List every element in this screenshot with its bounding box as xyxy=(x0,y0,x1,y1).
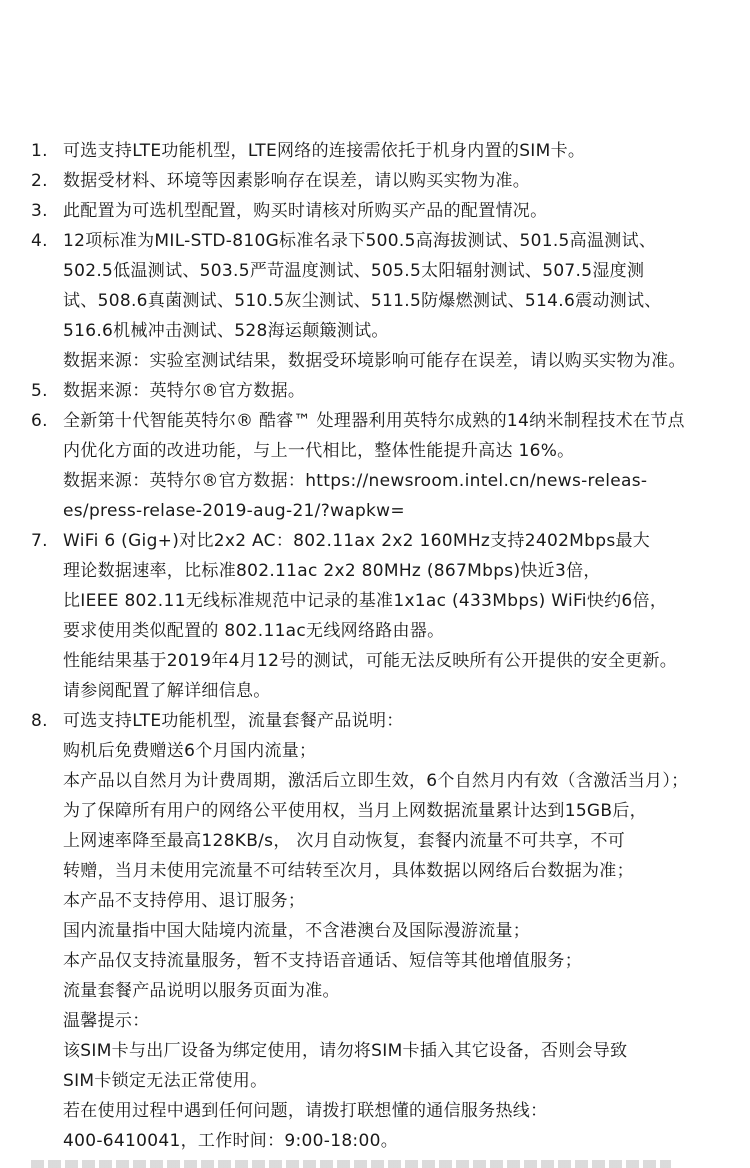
note-line: 516.6机械冲击测试、528海运颠簸测试。 xyxy=(63,321,389,341)
note-item-8 xyxy=(0,706,750,1156)
note-line: 要求使用类似配置的 802.11ac无线网络路由器。 xyxy=(63,621,445,641)
note-number: 6. xyxy=(31,411,48,431)
cropped-next-line xyxy=(0,1158,750,1168)
note-line: 上网速率降至最高128KB/s， 次月自动恢复，套餐内流量不可共享，不可 xyxy=(63,831,626,851)
note-tip-heading: 温馨提示： xyxy=(63,1011,150,1031)
note-line: 请参阅配置了解详细信息。 xyxy=(63,681,271,701)
note-number: 2. xyxy=(31,171,48,191)
note-line: 该SIM卡与出厂设备为绑定使用，请勿将SIM卡插入其它设备，否则会导致 xyxy=(63,1041,628,1061)
note-line: 本产品不支持停用、退订服务； xyxy=(63,891,306,911)
note-line: 可选支持LTE功能机型，LTE网络的连接需依托于机身内置的SIM卡。 xyxy=(63,141,586,161)
note-item-1 xyxy=(0,136,750,166)
note-line: 试、508.6真菌测试、510.5灰尘测试、511.5防爆燃测试、514.6震动测试、 xyxy=(63,291,662,311)
note-number: 5. xyxy=(31,381,48,401)
note-line: 若在使用过程中遇到任何问题，请拨打联想懂的通信服务热线： xyxy=(63,1101,548,1121)
note-number: 4. xyxy=(31,231,48,251)
note-line: 数据受材料、环境等因素影响存在误差，请以购买实物为准。 xyxy=(63,171,531,191)
note-line: 本产品以自然月为计费周期，激活后立即生效，6个自然月内有效（含激活当月）； xyxy=(63,771,689,791)
note-source-url-line: es/press-relase-2019-aug-21/?wapkw= xyxy=(63,501,405,521)
note-line: 国内流量指中国大陆境内流量，不含港澳台及国际漫游流量； xyxy=(63,921,531,941)
note-number: 7. xyxy=(31,531,48,551)
cropped-text-fragment xyxy=(31,1160,671,1168)
note-line: 流量套餐产品说明以服务页面为准。 xyxy=(63,981,340,1001)
note-item-3 xyxy=(0,196,750,226)
note-hotline-line: 400-6410041，工作时间：9:00-18:00。 xyxy=(63,1131,398,1151)
note-line: 购机后免费赠送6个月国内流量； xyxy=(63,741,317,761)
note-line: 为了保障所有用户的网络公平使用权，当月上网数据流量累计达到15GB后， xyxy=(63,801,647,821)
note-line: 比IEEE 802.11无线标准规范中记录的基准1x1ac (433Mbps) WiFi快约6倍， xyxy=(63,591,668,611)
note-item-4 xyxy=(0,226,750,376)
note-line: SIM卡锁定无法正常使用。 xyxy=(63,1071,268,1091)
note-number: 8. xyxy=(31,711,48,731)
note-line: 理论数据速率，比标准802.11ac 2x2 80MHz (867Mbps)快近3倍， xyxy=(63,561,601,581)
note-line: 本产品仅支持流量服务，暂不支持语音通话、短信等其他增值服务； xyxy=(63,951,582,971)
note-number: 3. xyxy=(31,201,48,221)
note-line: 502.5低温测试、503.5严苛温度测试、505.5太阳辐射测试、507.5湿度测 xyxy=(63,261,645,281)
note-item-2 xyxy=(0,166,750,196)
note-source-line: 数据来源：实验室测试结果，数据受环境影响可能存在误差，请以购买实物为准。 xyxy=(63,351,686,371)
note-line: WiFi 6 (Gig+)对比2x2 AC：802.11ax 2x2 160MHz支持2402Mbps最大 xyxy=(63,531,651,551)
note-item-7 xyxy=(0,526,750,706)
note-line: 12项标准为MIL-STD-810G标准名录下500.5高海拔测试、501.5高温测试、 xyxy=(63,231,657,251)
note-item-6 xyxy=(0,406,750,526)
note-line: 可选支持LTE功能机型，流量套餐产品说明： xyxy=(63,711,404,731)
note-line: 内优化方面的改进功能，与上一代相比，整体性能提升高达 16%。 xyxy=(63,441,575,461)
note-source-line: 数据来源：英特尔®官方数据。 xyxy=(63,381,306,401)
note-line: 全新第十代智能英特尔® 酷睿™ 处理器利用英特尔成熟的14纳米制程技术在节点 xyxy=(63,411,685,431)
note-line: 性能结果基于2019年4月12号的测试，可能无法反映所有公开提供的安全更新。 xyxy=(63,651,678,671)
note-item-5 xyxy=(0,376,750,406)
note-line: 转赠，当月未使用完流量不可结转至次月，具体数据以网络后台数据为准； xyxy=(63,861,634,881)
note-source-line: 数据来源：英特尔®官方数据：https://newsroom.intel.cn/news-releas- xyxy=(63,471,648,491)
notes-list xyxy=(0,136,750,1156)
note-line: 此配置为可选机型配置，购买时请核对所购买产品的配置情况。 xyxy=(63,201,548,221)
note-number: 1. xyxy=(31,141,48,161)
